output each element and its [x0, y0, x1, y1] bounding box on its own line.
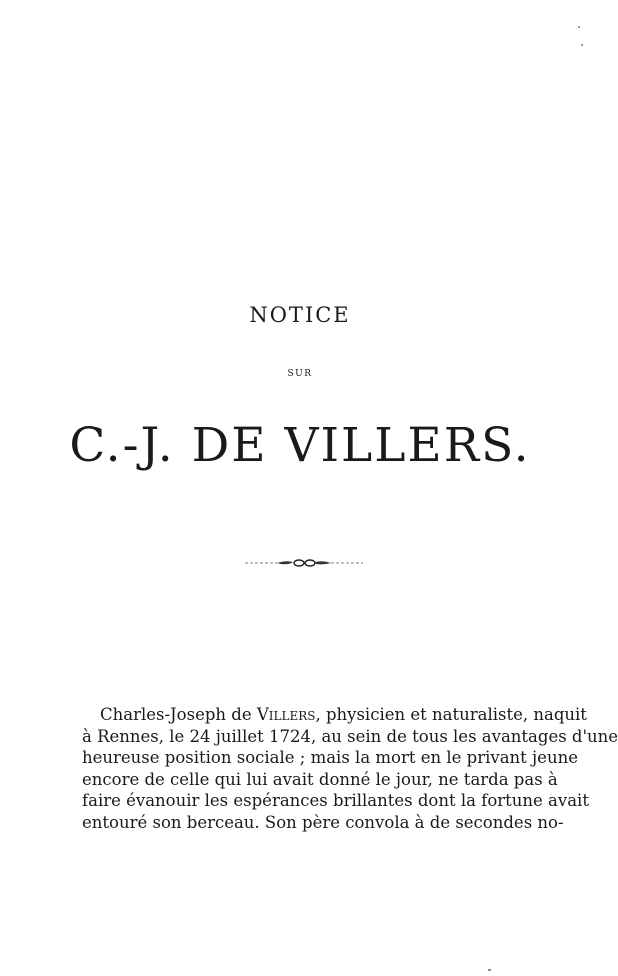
body-line-text: , physicien et naturaliste, naquit — [315, 705, 587, 724]
body-paragraph — [82, 704, 618, 834]
page-speck-mark — [578, 26, 580, 28]
decorative-divider-ornament — [243, 556, 365, 570]
body-line: faire évanouir les espérances brillantes dont la fortune avait — [82, 791, 589, 811]
body-line: encore de celle qui lui avait donné le jour, ne tarda pas à — [82, 769, 558, 789]
body-line: à Rennes, le 24 juillet 1724, au sein de tous les avantages d'une — [82, 726, 618, 746]
body-line — [82, 704, 587, 726]
page-speck-mark — [488, 969, 491, 971]
body-smallcaps-name: Villers — [256, 705, 316, 724]
body-line: heureuse position sociale ; mais la mort en le privant jeune — [82, 748, 578, 768]
body-line-text: Charles-Joseph de — [100, 705, 257, 724]
page-speck-mark — [581, 44, 583, 46]
body-line: entouré son berceau. Son père convola à de secondes no- — [82, 812, 564, 832]
subject-name-heading: C.-J. DE VILLERS. — [69, 418, 531, 473]
sur-subheading: SUR — [287, 369, 313, 379]
notice-heading: NOTICE — [249, 303, 351, 327]
